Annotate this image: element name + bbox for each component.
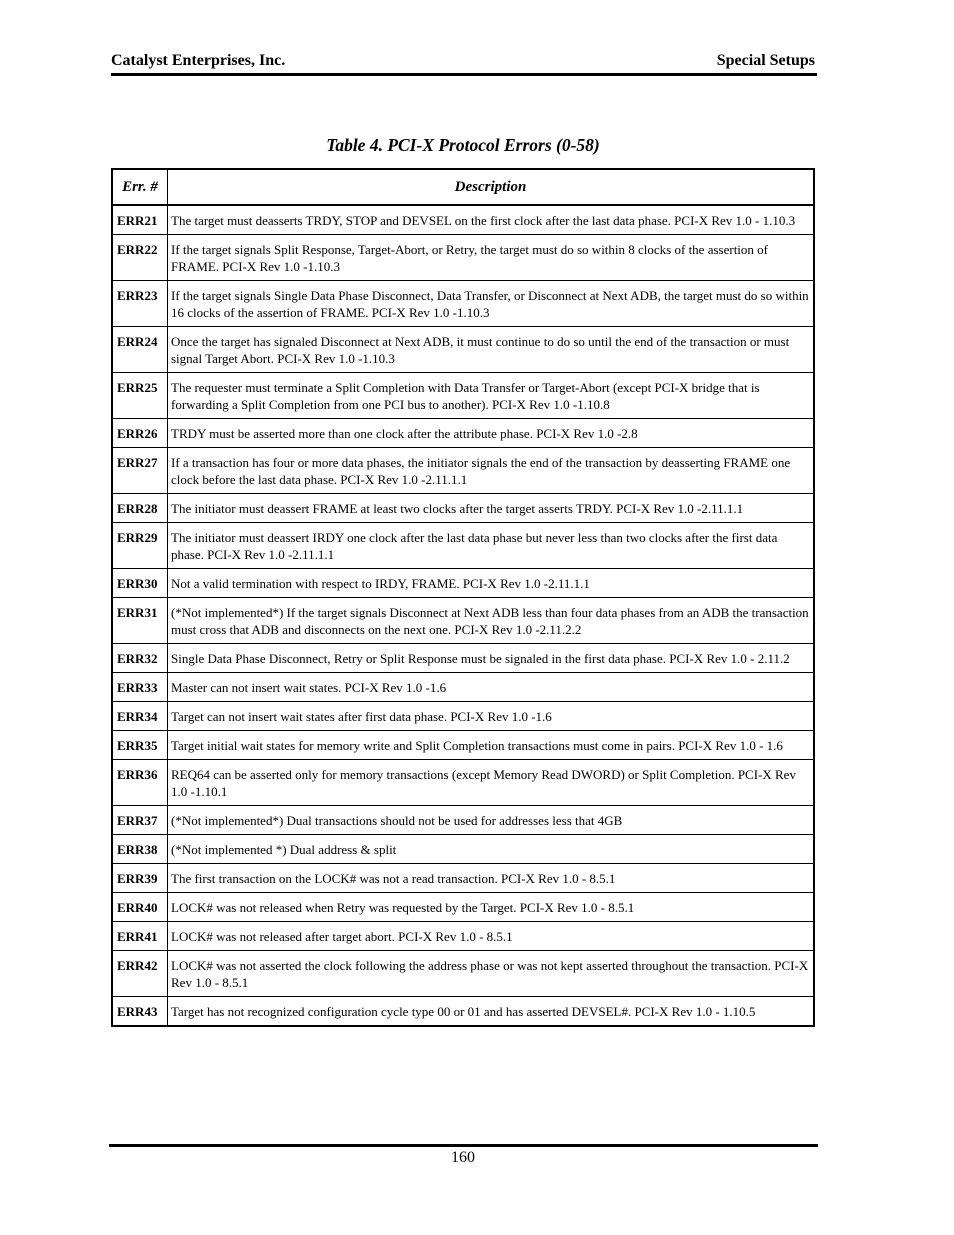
error-code: ERR42 bbox=[112, 951, 168, 997]
table-row bbox=[112, 997, 814, 1027]
table-row bbox=[112, 373, 814, 419]
company-name: Catalyst Enterprises, Inc. bbox=[111, 52, 286, 69]
error-description: Target can not insert wait states after first data phase. PCI-X Rev 1.0 -1.6 bbox=[168, 702, 815, 731]
error-code: ERR35 bbox=[112, 731, 168, 760]
table-row bbox=[112, 569, 814, 598]
error-code: ERR39 bbox=[112, 864, 168, 893]
table-body bbox=[112, 205, 814, 1026]
error-description: If the target signals Split Response, Target-Abort, or Retry, the target must do so within 8 clocks of the assertion of FRAME. PCI-X Rev 1.0 -1.10.3 bbox=[168, 235, 815, 281]
error-code: ERR34 bbox=[112, 702, 168, 731]
error-description: (*Not implemented *) Dual address & split bbox=[168, 835, 815, 864]
error-description: The initiator must deassert FRAME at least two clocks after the target asserts TRDY. PCI-X Rev 1.0 -2.11.1.1 bbox=[168, 494, 815, 523]
error-description: Master can not insert wait states. PCI-X Rev 1.0 -1.6 bbox=[168, 673, 815, 702]
error-code: ERR36 bbox=[112, 760, 168, 806]
column-header-description: Description bbox=[168, 169, 815, 205]
error-description: REQ64 can be asserted only for memory transactions (except Memory Read DWORD) or Split Completion. PCI-X Rev 1.0 -1.10.1 bbox=[168, 760, 815, 806]
section-title: Special Setups bbox=[716, 52, 815, 69]
error-code: ERR23 bbox=[112, 281, 168, 327]
table-row bbox=[112, 494, 814, 523]
error-code: ERR43 bbox=[112, 997, 168, 1027]
error-description: If the target signals Single Data Phase Disconnect, Data Transfer, or Disconnect at Next ADB, the target must do so within 16 clocks of the assertion of FRAME. PCI-X Rev 1.0 -1.10.3 bbox=[168, 281, 815, 327]
error-description: Target has not recognized configuration cycle type 00 or 01 and has asserted DEVSEL#. PCI-X Rev 1.0 - 1.10.5 bbox=[168, 997, 815, 1027]
header-divider bbox=[111, 73, 817, 76]
footer-divider bbox=[109, 1144, 818, 1147]
table-row bbox=[112, 893, 814, 922]
table-row bbox=[112, 448, 814, 494]
error-description: (*Not implemented*) Dual transactions should not be used for addresses less that 4GB bbox=[168, 806, 815, 835]
table-row bbox=[112, 806, 814, 835]
table-row bbox=[112, 835, 814, 864]
error-code: ERR31 bbox=[112, 598, 168, 644]
error-description: If a transaction has four or more data phases, the initiator signals the end of the transaction by deasserting FRAME one clock before the last data phase. PCI-X Rev 1.0 -2.11.1.1 bbox=[168, 448, 815, 494]
error-description: The initiator must deassert IRDY one clock after the last data phase but never less than two clocks after the first data phase. PCI-X Rev 1.0 -2.11.1.1 bbox=[168, 523, 815, 569]
error-code: ERR32 bbox=[112, 644, 168, 673]
table-row bbox=[112, 922, 814, 951]
error-description: Single Data Phase Disconnect, Retry or Split Response must be signaled in the first data phase. PCI-X Rev 1.0 - 2.11.2 bbox=[168, 644, 815, 673]
error-code: ERR40 bbox=[112, 893, 168, 922]
error-code: ERR26 bbox=[112, 419, 168, 448]
table-row bbox=[112, 731, 814, 760]
error-code: ERR37 bbox=[112, 806, 168, 835]
table-row bbox=[112, 523, 814, 569]
error-code: ERR28 bbox=[112, 494, 168, 523]
error-description: TRDY must be asserted more than one clock after the attribute phase. PCI-X Rev 1.0 -2.8 bbox=[168, 419, 815, 448]
error-description: The first transaction on the LOCK# was not a read transaction. PCI-X Rev 1.0 - 8.5.1 bbox=[168, 864, 815, 893]
error-code: ERR38 bbox=[112, 835, 168, 864]
error-code: ERR41 bbox=[112, 922, 168, 951]
table-row bbox=[112, 864, 814, 893]
table-row bbox=[112, 702, 814, 731]
error-code: ERR33 bbox=[112, 673, 168, 702]
error-code: ERR29 bbox=[112, 523, 168, 569]
table-row bbox=[112, 205, 814, 235]
table-row bbox=[112, 644, 814, 673]
error-description: Not a valid termination with respect to IRDY, FRAME. PCI-X Rev 1.0 -2.11.1.1 bbox=[168, 569, 815, 598]
page-header bbox=[111, 52, 815, 70]
errors-table bbox=[111, 168, 815, 1027]
table-row bbox=[112, 235, 814, 281]
table-row bbox=[112, 598, 814, 644]
table-row bbox=[112, 673, 814, 702]
table-row bbox=[112, 281, 814, 327]
error-description: The requester must terminate a Split Completion with Data Transfer or Target-Abort (except PCI-X bridge that is forwarding a Split Completion from one PCI bus to another). PCI-X Rev 1.0 -1.10.8 bbox=[168, 373, 815, 419]
error-code: ERR21 bbox=[112, 205, 168, 235]
table-row bbox=[112, 760, 814, 806]
table-title: Table 4. PCI-X Protocol Errors (0-58) bbox=[326, 135, 600, 155]
page-number: 160 bbox=[451, 1149, 475, 1166]
table-row bbox=[112, 327, 814, 373]
column-header-err: Err. # bbox=[112, 169, 168, 205]
table-header-row bbox=[112, 169, 814, 205]
error-description: LOCK# was not released after target abort. PCI-X Rev 1.0 - 8.5.1 bbox=[168, 922, 815, 951]
error-code: ERR30 bbox=[112, 569, 168, 598]
error-code: ERR25 bbox=[112, 373, 168, 419]
error-description: Target initial wait states for memory write and Split Completion transactions must come in pairs. PCI-X Rev 1.0 - 1.6 bbox=[168, 731, 815, 760]
error-code: ERR22 bbox=[112, 235, 168, 281]
error-description: LOCK# was not asserted the clock following the address phase or was not kept asserted throughout the transaction. PCI-X Rev 1.0 - 8.5.1 bbox=[168, 951, 815, 997]
error-description: (*Not implemented*) If the target signals Disconnect at Next ADB less than four data phases from an ADB the transaction must cross that ADB and disconnects on the next one. PCI-X Rev 1.0 -2.11.2.2 bbox=[168, 598, 815, 644]
error-description: Once the target has signaled Disconnect at Next ADB, it must continue to do so until the end of the transaction or must signal Target Abort. PCI-X Rev 1.0 -1.10.3 bbox=[168, 327, 815, 373]
table-row bbox=[112, 951, 814, 997]
table-row bbox=[112, 419, 814, 448]
error-description: LOCK# was not released when Retry was requested by the Target. PCI-X Rev 1.0 - 8.5.1 bbox=[168, 893, 815, 922]
error-code: ERR27 bbox=[112, 448, 168, 494]
error-description: The target must deasserts TRDY, STOP and DEVSEL on the first clock after the last data phase. PCI-X Rev 1.0 - 1.10.3 bbox=[168, 205, 815, 235]
error-code: ERR24 bbox=[112, 327, 168, 373]
